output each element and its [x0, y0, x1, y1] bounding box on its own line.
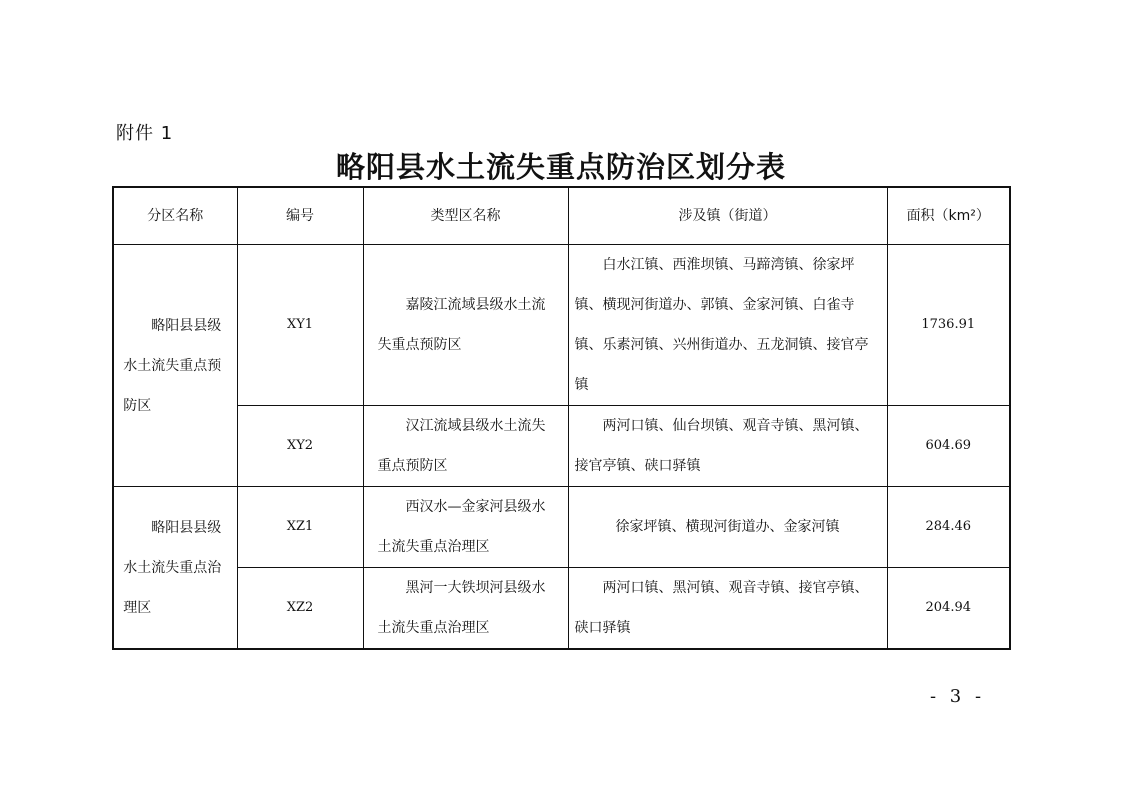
code-cell: XZ2 [237, 568, 363, 650]
header-type-area-name: 类型区名称 [363, 187, 568, 245]
code-cell: XY1 [237, 245, 363, 406]
towns-list: 两河口镇、仙台坝镇、观音寺镇、黑河镇、接官亭镇、硖口驿镇 [574, 418, 869, 474]
code-cell: XZ1 [237, 487, 363, 568]
attachment-label: 附件 1 [116, 123, 174, 144]
type-area-name: 嘉陵江流域县级水土流失重点预防区 [377, 297, 546, 353]
towns-cell [568, 245, 887, 406]
header-area: 面积（km²） [887, 187, 1010, 245]
table-header-row [113, 187, 1010, 245]
zone-name-treatment: 略阳县县级水土流失重点治理区 [123, 519, 222, 616]
towns-cell [568, 568, 887, 650]
area-cell: 1736.91 [887, 245, 1010, 406]
area-cell: 284.46 [887, 487, 1010, 568]
page-number: - 3 - [930, 686, 986, 707]
type-area-name-cell [363, 245, 568, 406]
table-row [113, 406, 1010, 487]
towns-cell [568, 406, 887, 487]
header-code: 编号 [237, 187, 363, 245]
zone-name-cell [113, 245, 237, 487]
towns-cell [568, 487, 887, 568]
type-area-name: 汉江流域县级水土流失重点预防区 [377, 418, 546, 474]
code-cell: XY2 [237, 406, 363, 487]
zoning-table [112, 186, 1011, 650]
type-area-name: 黑河一大铁坝河县级水土流失重点治理区 [377, 580, 546, 636]
header-zone-name: 分区名称 [113, 187, 237, 245]
towns-list: 徐家坪镇、横现河街道办、金家河镇 [615, 519, 840, 535]
type-area-name-cell [363, 406, 568, 487]
type-area-name: 西汉水—金家河县级水土流失重点治理区 [377, 499, 546, 555]
type-area-name-cell [363, 568, 568, 650]
area-cell: 604.69 [887, 406, 1010, 487]
table-row [113, 245, 1010, 406]
zone-name-prevention: 略阳县县级水土流失重点预防区 [123, 317, 222, 414]
area-cell: 204.94 [887, 568, 1010, 650]
document-title: 略阳县水土流失重点防治区划分表 [335, 150, 786, 184]
zone-name-cell [113, 487, 237, 650]
table-row [113, 568, 1010, 650]
header-towns: 涉及镇（街道） [568, 187, 887, 245]
type-area-name-cell [363, 487, 568, 568]
towns-list: 白水江镇、西淮坝镇、马蹄湾镇、徐家坪镇、横现河街道办、郭镇、金家河镇、白雀寺镇、乐素河镇、兴州街道办、五龙洞镇、接官亭镇 [574, 257, 869, 393]
table-row [113, 487, 1010, 568]
towns-list: 两河口镇、黑河镇、观音寺镇、接官亭镇、硖口驿镇 [574, 580, 869, 636]
